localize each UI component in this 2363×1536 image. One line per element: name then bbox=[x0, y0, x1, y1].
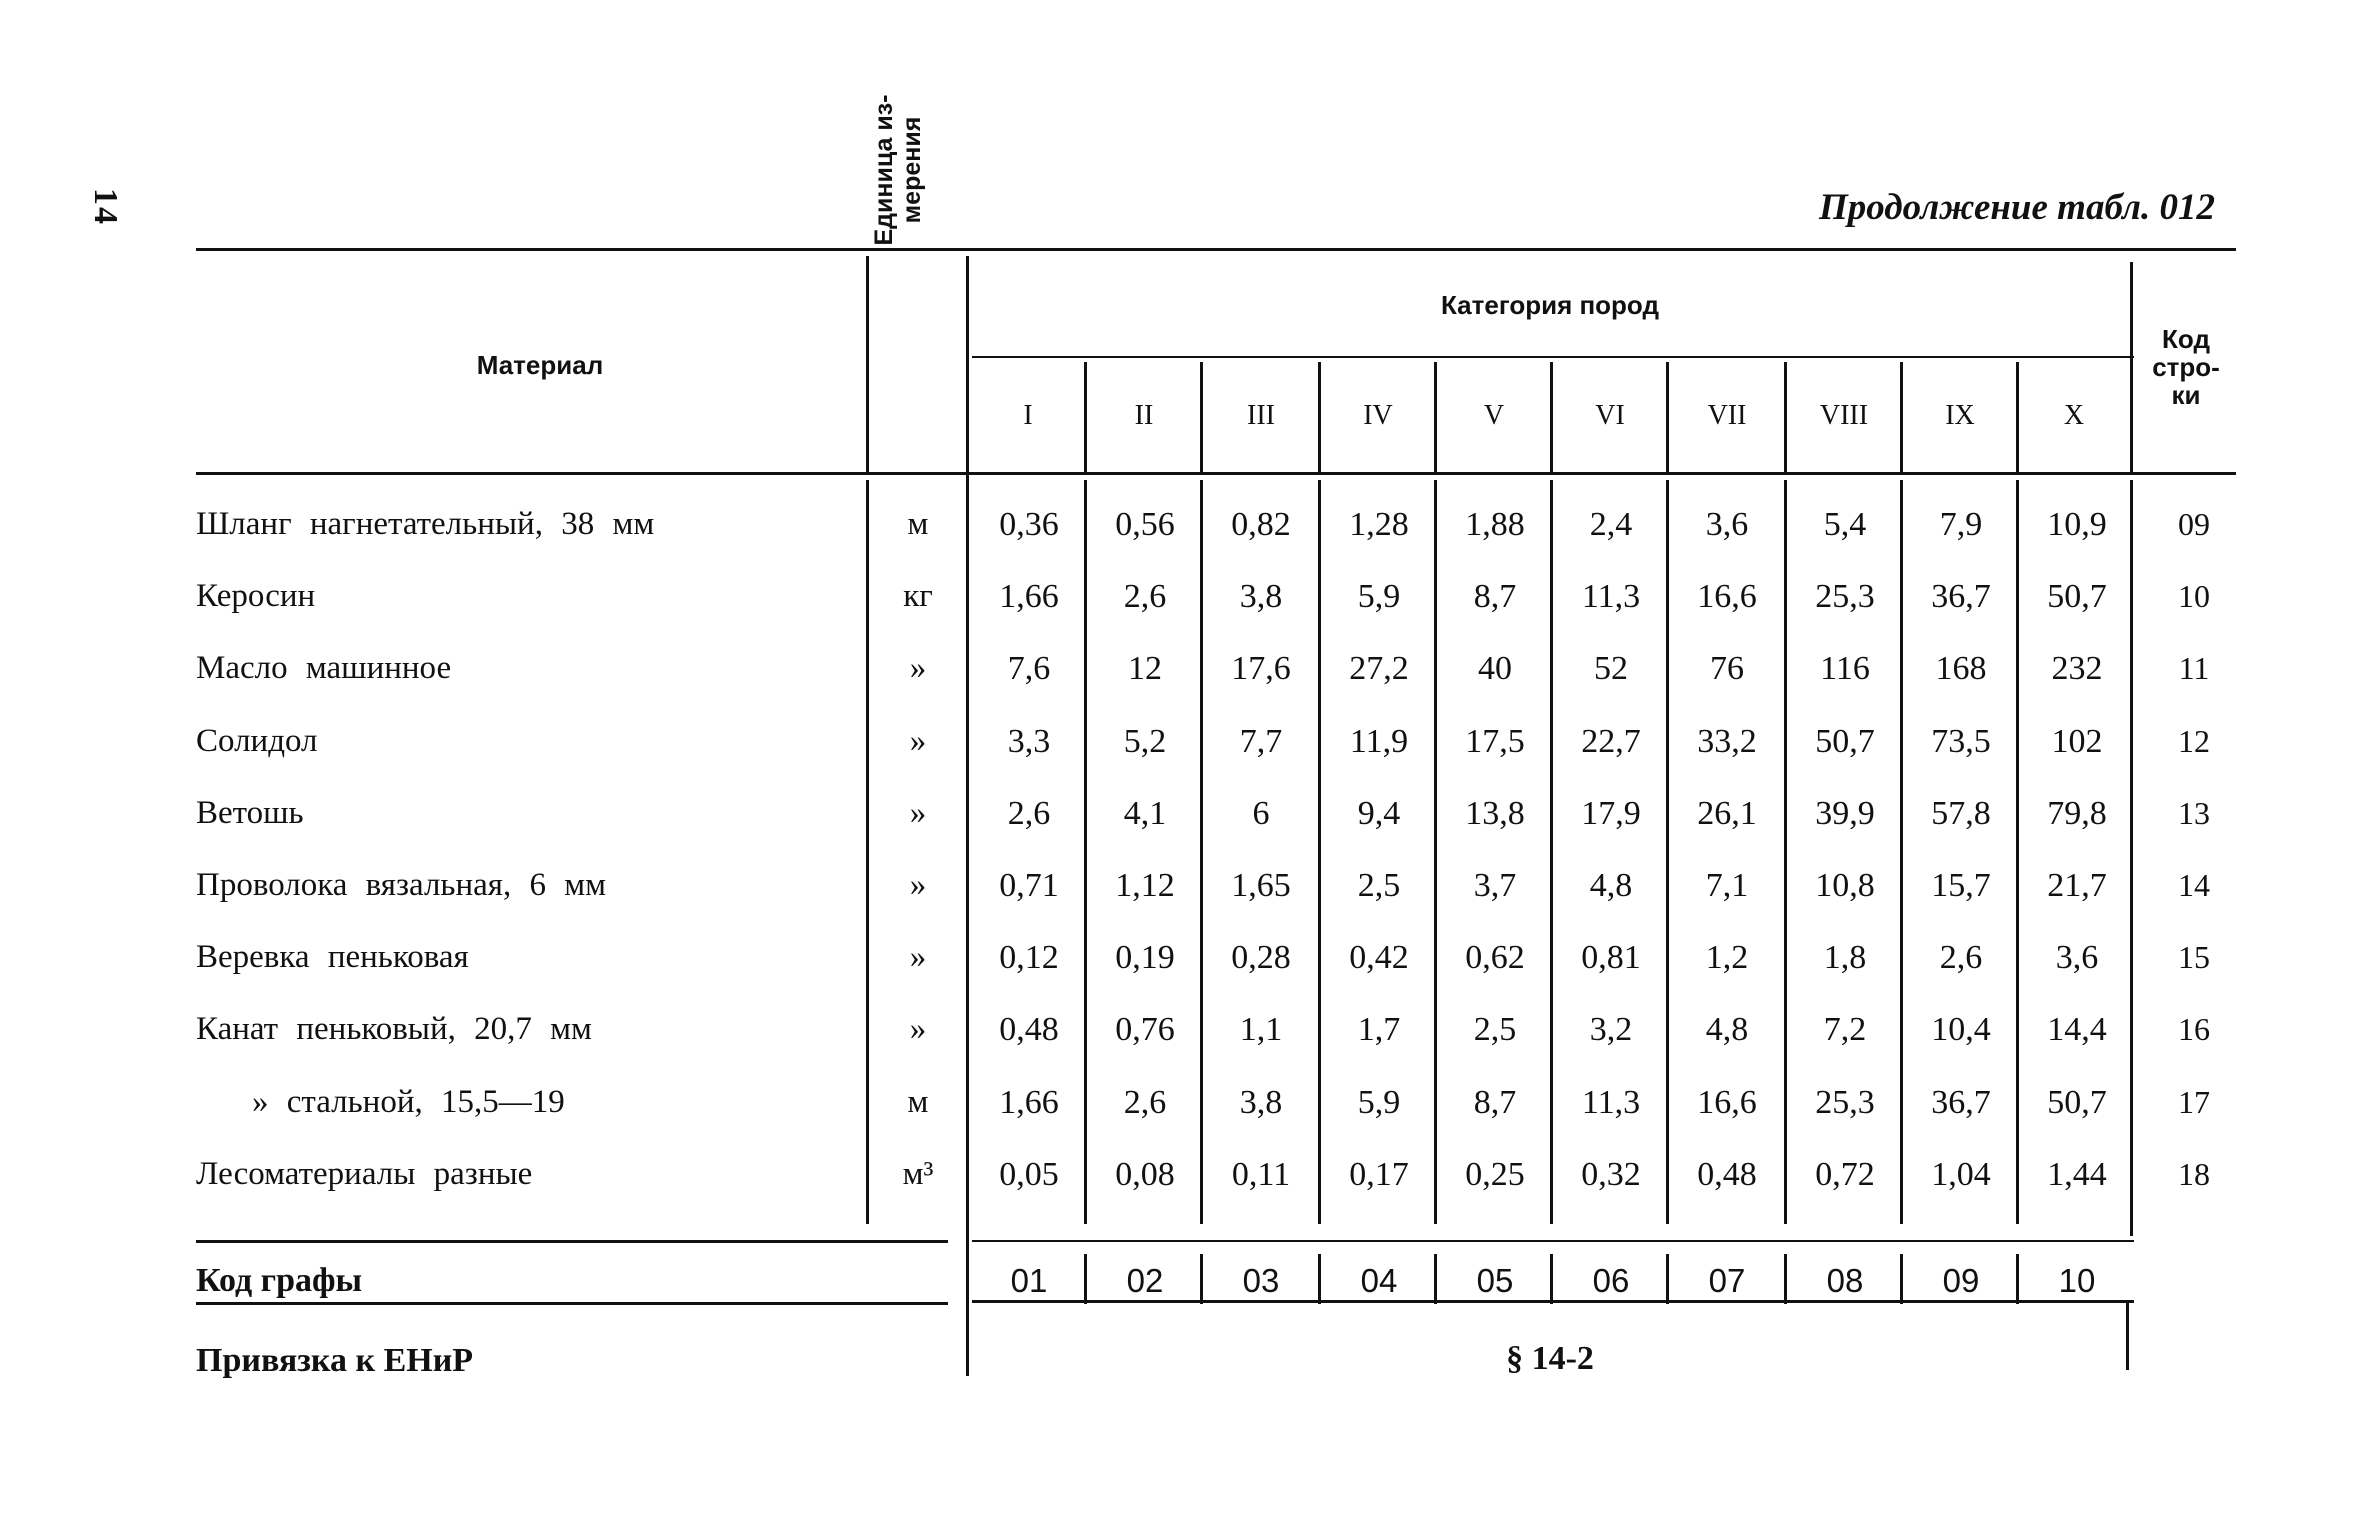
column-separator bbox=[1666, 480, 1669, 1224]
value-cell: 1,66 bbox=[999, 1083, 1059, 1121]
value-cell: 1,12 bbox=[1115, 867, 1175, 904]
value-cell: 7,9 bbox=[1939, 506, 1983, 543]
row-code-header-line1: Код bbox=[2162, 324, 2210, 354]
column-separator bbox=[1434, 1254, 1437, 1304]
column-separator bbox=[1666, 1254, 1669, 1304]
value-cell: 79,8 bbox=[2047, 794, 2107, 832]
category-header-10: X bbox=[2063, 400, 2085, 431]
row-code-cell: 11 bbox=[2178, 650, 2210, 687]
value-cell: 11,3 bbox=[1581, 578, 1641, 616]
category-header-2: II bbox=[1134, 400, 1154, 431]
value-cell: 2,6 bbox=[1939, 939, 1983, 977]
value-cell: 10,8 bbox=[1815, 867, 1875, 904]
value-cell: 5,9 bbox=[1357, 578, 1401, 616]
value-cell: 2,4 bbox=[1589, 506, 1633, 543]
row-code-cell: 15 bbox=[2178, 939, 2210, 976]
value-cell: 0,71 bbox=[999, 867, 1059, 904]
material-header: Материал bbox=[476, 350, 604, 380]
column-separator bbox=[1084, 1254, 1087, 1304]
category-header-7: VII bbox=[1707, 400, 1747, 431]
value-cell: 10,9 bbox=[2047, 506, 2107, 543]
category-header-8: VIII bbox=[1819, 400, 1869, 431]
value-cell: 22,7 bbox=[1581, 722, 1641, 760]
value-cell: 2,6 bbox=[1007, 794, 1051, 832]
column-separator bbox=[1900, 1254, 1903, 1304]
category-header: Категория пород bbox=[1441, 290, 1659, 320]
value-cell: 116 bbox=[1820, 650, 1870, 688]
material-cell: Масло машинное bbox=[196, 650, 452, 687]
category-header-9: IX bbox=[1945, 400, 1975, 431]
body-bottom-rule-right bbox=[972, 1240, 2134, 1242]
row-code-cell: 09 bbox=[2178, 506, 2210, 542]
value-cell: 15,7 bbox=[1931, 867, 1991, 904]
graph-code-cell: 10 bbox=[2058, 1262, 2096, 1299]
value-cell: 36,7 bbox=[1931, 578, 1991, 616]
unit-cell: » bbox=[909, 1011, 927, 1048]
value-cell: 1,1 bbox=[1239, 1011, 1283, 1049]
unit-header-line2: мерения bbox=[898, 116, 926, 224]
binding-label: Привязка к ЕНиР bbox=[196, 1342, 474, 1379]
value-cell: 0,82 bbox=[1231, 506, 1291, 543]
value-cell: 9,4 bbox=[1357, 794, 1401, 832]
value-cell: 0,72 bbox=[1815, 1155, 1875, 1193]
row-code-cell: 18 bbox=[2178, 1155, 2210, 1192]
unit-column-left-border bbox=[866, 256, 869, 472]
value-cell: 0,81 bbox=[1581, 939, 1641, 977]
unit-header bbox=[870, 70, 930, 270]
value-cell: 2,5 bbox=[1473, 1011, 1517, 1049]
value-cell: 1,04 bbox=[1931, 1155, 1991, 1193]
value-cell: 0,56 bbox=[1115, 506, 1175, 543]
table-continuation-title: Продолжение табл. 012 bbox=[1819, 187, 2215, 228]
row-code-header bbox=[2136, 325, 2236, 409]
value-cell: 10,4 bbox=[1931, 1011, 1991, 1049]
body-bottom-rule-left bbox=[196, 1240, 948, 1243]
value-cell: 0,32 bbox=[1581, 1155, 1641, 1193]
value-cell: 50,7 bbox=[2047, 1083, 2107, 1121]
value-cell: 26,1 bbox=[1697, 794, 1757, 832]
unit-cell: м bbox=[907, 1083, 929, 1120]
unit-cell: м bbox=[907, 506, 929, 542]
row-code-cell: 16 bbox=[2178, 1011, 2210, 1048]
column-separator bbox=[1550, 480, 1553, 1224]
code-column-left-border bbox=[2130, 262, 2133, 472]
value-cell: 4,8 bbox=[1705, 1011, 1749, 1049]
graph-code-cell: 03 bbox=[1242, 1262, 1280, 1299]
row-code-cell: 10 bbox=[2178, 578, 2210, 615]
value-cell: 0,36 bbox=[999, 506, 1059, 543]
value-cell: 168 bbox=[1935, 650, 1987, 688]
value-cell: 0,48 bbox=[1697, 1155, 1757, 1193]
value-cell: 25,3 bbox=[1815, 578, 1875, 616]
row-code-cell: 17 bbox=[2178, 1083, 2210, 1120]
value-cell: 73,5 bbox=[1931, 722, 1991, 760]
value-cell: 33,2 bbox=[1697, 722, 1757, 760]
value-cell: 1,28 bbox=[1349, 506, 1409, 543]
value-cell: 0,76 bbox=[1115, 1011, 1175, 1049]
value-cell: 6 bbox=[1252, 794, 1270, 832]
category-header-3: III bbox=[1247, 400, 1275, 431]
header-bottom-rule bbox=[196, 472, 2236, 475]
binding-value: § 14-2 bbox=[1506, 1340, 1594, 1377]
unit-header-line1: Единица из- bbox=[870, 94, 898, 246]
row-code-cell: 13 bbox=[2178, 794, 2210, 831]
graph-code-cell: 01 bbox=[1010, 1262, 1048, 1299]
unit-cell: » bbox=[909, 867, 927, 903]
graph-code-cell: 09 bbox=[1942, 1262, 1980, 1299]
column-separator bbox=[1900, 480, 1903, 1224]
material-cell: Шланг нагнетательный, 38 мм bbox=[196, 506, 655, 542]
row-code-header-line2: стро- bbox=[2152, 352, 2220, 382]
value-cell: 7,6 bbox=[1007, 650, 1051, 688]
value-cell: 17,6 bbox=[1231, 650, 1291, 688]
value-cell: 3,8 bbox=[1239, 1083, 1283, 1121]
unit-cell: » bbox=[909, 794, 927, 831]
value-cell: 232 bbox=[2051, 650, 2103, 688]
value-cell: 11,9 bbox=[1349, 722, 1409, 760]
material-cell: Солидол bbox=[196, 722, 318, 759]
material-cell: Канат пеньковый, 20,7 мм bbox=[196, 1011, 592, 1048]
value-cell: 27,2 bbox=[1349, 650, 1409, 688]
value-cell: 3,3 bbox=[1007, 722, 1051, 760]
value-cell: 0,17 bbox=[1349, 1155, 1409, 1193]
graph-code-cell: 08 bbox=[1826, 1262, 1864, 1299]
value-cell: 8,7 bbox=[1473, 578, 1517, 616]
unit-cell: » bbox=[909, 939, 927, 976]
graph-code-label: Код графы bbox=[196, 1262, 363, 1299]
material-cell: » стальной, 15,5—19 bbox=[252, 1083, 565, 1120]
category-rule bbox=[972, 356, 2134, 358]
value-cell: 0,28 bbox=[1231, 939, 1291, 977]
value-cell: 0,19 bbox=[1115, 939, 1175, 977]
value-cell: 2,6 bbox=[1123, 578, 1167, 616]
value-cell: 0,42 bbox=[1349, 939, 1409, 977]
value-cell: 4,8 bbox=[1589, 867, 1633, 904]
value-cell: 52 bbox=[1594, 650, 1628, 688]
graph-code-cell: 04 bbox=[1360, 1262, 1398, 1299]
page-number: 14 bbox=[87, 188, 124, 226]
value-cell: 5,9 bbox=[1357, 1083, 1401, 1121]
column-separator bbox=[1550, 1254, 1553, 1304]
value-cell: 0,48 bbox=[999, 1011, 1059, 1049]
column-separator bbox=[2016, 1254, 2019, 1304]
value-cell: 0,62 bbox=[1465, 939, 1525, 977]
value-cell: 2,6 bbox=[1123, 1083, 1167, 1121]
graph-code-cell: 02 bbox=[1126, 1262, 1164, 1299]
values-left-border bbox=[966, 256, 969, 1376]
category-header-1: I bbox=[1023, 400, 1033, 431]
value-cell: 0,08 bbox=[1115, 1155, 1175, 1193]
value-cell: 102 bbox=[2051, 722, 2103, 760]
value-cell: 21,7 bbox=[2047, 867, 2107, 904]
value-cell: 0,05 bbox=[999, 1155, 1059, 1193]
column-separator bbox=[1434, 480, 1437, 1224]
value-cell: 7,2 bbox=[1823, 1011, 1867, 1049]
column-separator bbox=[1318, 480, 1321, 1224]
category-header-4: IV bbox=[1363, 400, 1393, 431]
value-cell: 1,88 bbox=[1465, 506, 1525, 543]
value-cell: 17,9 bbox=[1581, 794, 1641, 832]
column-separator bbox=[1200, 480, 1203, 1224]
unit-column-left-border-body bbox=[866, 480, 869, 1224]
category-header-5: V bbox=[1483, 400, 1505, 431]
value-cell: 5,4 bbox=[1823, 506, 1867, 543]
value-cell: 17,5 bbox=[1465, 722, 1525, 760]
value-cell: 25,3 bbox=[1815, 1083, 1875, 1121]
value-cell: 8,7 bbox=[1473, 1083, 1517, 1121]
column-separator bbox=[1084, 480, 1087, 1224]
unit-cell: » bbox=[909, 650, 927, 687]
value-cell: 3,6 bbox=[1705, 506, 1749, 543]
graph-code-underline-right bbox=[972, 1300, 2134, 1303]
graph-code-cell: 07 bbox=[1708, 1262, 1746, 1299]
material-cell: Лесоматериалы разные bbox=[196, 1155, 533, 1192]
value-cell: 39,9 bbox=[1815, 794, 1875, 832]
value-cell: 50,7 bbox=[1815, 722, 1875, 760]
material-cell: Веревка пеньковая bbox=[196, 939, 469, 976]
column-separator bbox=[1784, 1254, 1787, 1304]
value-cell: 1,44 bbox=[2047, 1155, 2107, 1193]
value-cell: 57,8 bbox=[1931, 794, 1991, 832]
row-code-cell: 14 bbox=[2178, 867, 2210, 903]
value-cell: 1,2 bbox=[1705, 939, 1749, 977]
value-cell: 3,2 bbox=[1589, 1011, 1633, 1049]
value-cell: 0,11 bbox=[1231, 1155, 1291, 1193]
value-cell: 1,66 bbox=[999, 578, 1059, 616]
value-cell: 50,7 bbox=[2047, 578, 2107, 616]
column-separator bbox=[2016, 480, 2019, 1224]
row-code-cell: 12 bbox=[2178, 722, 2210, 759]
value-cell: 36,7 bbox=[1931, 1083, 1991, 1121]
material-cell: Керосин bbox=[196, 578, 316, 615]
value-cell: 0,12 bbox=[999, 939, 1059, 977]
value-cell: 12 bbox=[1128, 650, 1162, 688]
value-cell: 4,1 bbox=[1123, 794, 1167, 832]
column-separator bbox=[1784, 480, 1787, 1224]
unit-cell: » bbox=[909, 722, 927, 759]
graph-code-cell: 05 bbox=[1476, 1262, 1514, 1299]
code-column-left-border-foot bbox=[2126, 1300, 2129, 1370]
value-cell: 16,6 bbox=[1697, 1083, 1757, 1121]
column-separator bbox=[1200, 1254, 1203, 1304]
value-cell: 14,4 bbox=[2047, 1011, 2107, 1049]
graph-code-cell: 06 bbox=[1592, 1262, 1630, 1299]
value-cell: 7,1 bbox=[1705, 867, 1749, 904]
value-cell: 1,8 bbox=[1823, 939, 1867, 977]
value-cell: 1,65 bbox=[1231, 867, 1291, 904]
value-cell: 40 bbox=[1478, 650, 1512, 688]
value-cell: 11,3 bbox=[1581, 1083, 1641, 1121]
material-cell: Проволока вязальная, 6 мм bbox=[196, 867, 606, 903]
unit-cell: кг bbox=[903, 578, 933, 615]
value-cell: 0,25 bbox=[1465, 1155, 1525, 1193]
value-cell: 76 bbox=[1710, 650, 1744, 688]
value-cell: 2,5 bbox=[1357, 867, 1401, 904]
column-separator bbox=[1318, 1254, 1321, 1304]
value-cell: 3,8 bbox=[1239, 578, 1283, 616]
unit-cell: м³ bbox=[902, 1155, 934, 1192]
value-cell: 16,6 bbox=[1697, 578, 1757, 616]
material-cell: Ветошь bbox=[196, 794, 304, 831]
graph-code-underline-left bbox=[196, 1302, 948, 1305]
row-code-header-line3: ки bbox=[2171, 380, 2201, 410]
value-cell: 13,8 bbox=[1465, 794, 1525, 832]
top-rule bbox=[196, 248, 2236, 251]
value-cell: 5,2 bbox=[1123, 722, 1167, 760]
value-cell: 1,7 bbox=[1357, 1011, 1401, 1049]
value-cell: 3,6 bbox=[2055, 939, 2099, 977]
value-cell: 3,7 bbox=[1473, 867, 1517, 904]
category-header-6: VI bbox=[1595, 400, 1625, 431]
value-cell: 7,7 bbox=[1239, 722, 1283, 760]
